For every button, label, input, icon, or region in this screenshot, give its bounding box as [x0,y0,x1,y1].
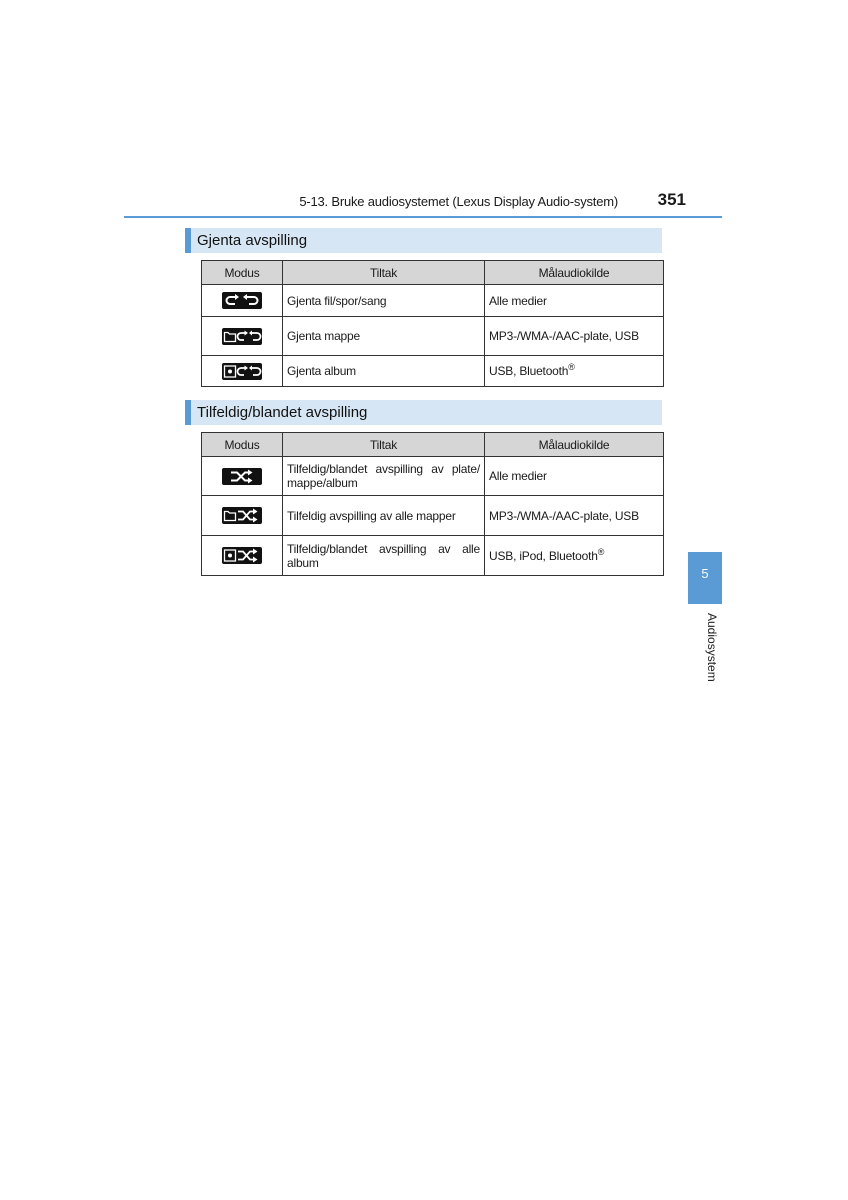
source-text: USB, iPod, Bluetooth [489,548,598,563]
shuffle-table [201,432,664,576]
folder-shuffle-icon [222,507,262,524]
mode-cell [202,317,283,356]
source-cell: MP3-/WMA-/AAC-plate, USB [485,317,664,356]
mode-cell [202,496,283,536]
mode-cell [202,536,283,576]
mode-cell [202,356,283,387]
column-header: Tiltak [283,433,485,457]
mode-cell [202,285,283,317]
table-header-row [202,433,664,457]
action-cell: Gjenta album [283,356,485,387]
table-row [202,285,664,317]
running-header: 5-13. Bruke audiosystemet (Lexus Display Audio-system) [299,194,618,209]
disc-shuffle-icon [222,547,262,564]
shuffle-icon [222,468,262,485]
column-header: Målaudiokilde [485,261,664,285]
table-row [202,317,664,356]
action-cell: Tilfeldig avspilling av alle mapper [283,496,485,536]
source-cell [485,536,664,576]
page-number: 351 [657,190,686,209]
repeat-table [201,260,664,387]
source-cell: Alle medier [485,285,664,317]
chapter-tab: 5 [688,552,722,604]
action-cell: Tilfeldig/blandet avspilling av plate/ mappe/album [283,457,485,496]
table-row [202,457,664,496]
folder-repeat-icon [222,328,262,345]
source-cell: MP3-/WMA-/AAC-plate, USB [485,496,664,536]
registered-mark: ® [568,362,575,372]
action-cell: Tilfeldig/blandet avspilling av alle album [283,536,485,576]
action-cell: Gjenta mappe [283,317,485,356]
registered-mark: ® [597,546,605,557]
chapter-tab-label: Audiosystem [705,613,719,682]
column-header: Målaudiokilde [485,433,664,457]
source-cell: Alle medier [485,457,664,496]
column-header: Modus [202,433,283,457]
table-row [202,536,664,576]
table-row [202,496,664,536]
table-header-row [202,261,664,285]
section-heading-shuffle: Tilfeldig/blandet avspilling [185,400,662,425]
mode-cell [202,457,283,496]
source-cell [485,356,664,387]
column-header: Modus [202,261,283,285]
column-header: Tiltak [283,261,485,285]
action-cell: Gjenta fil/spor/sang [283,285,485,317]
section-heading-repeat: Gjenta avspilling [185,228,662,253]
header-rule [124,216,722,218]
disc-repeat-icon [222,363,262,380]
table-row [202,356,664,387]
repeat-icon [222,292,262,309]
source-text: USB, Bluetooth [489,364,569,378]
